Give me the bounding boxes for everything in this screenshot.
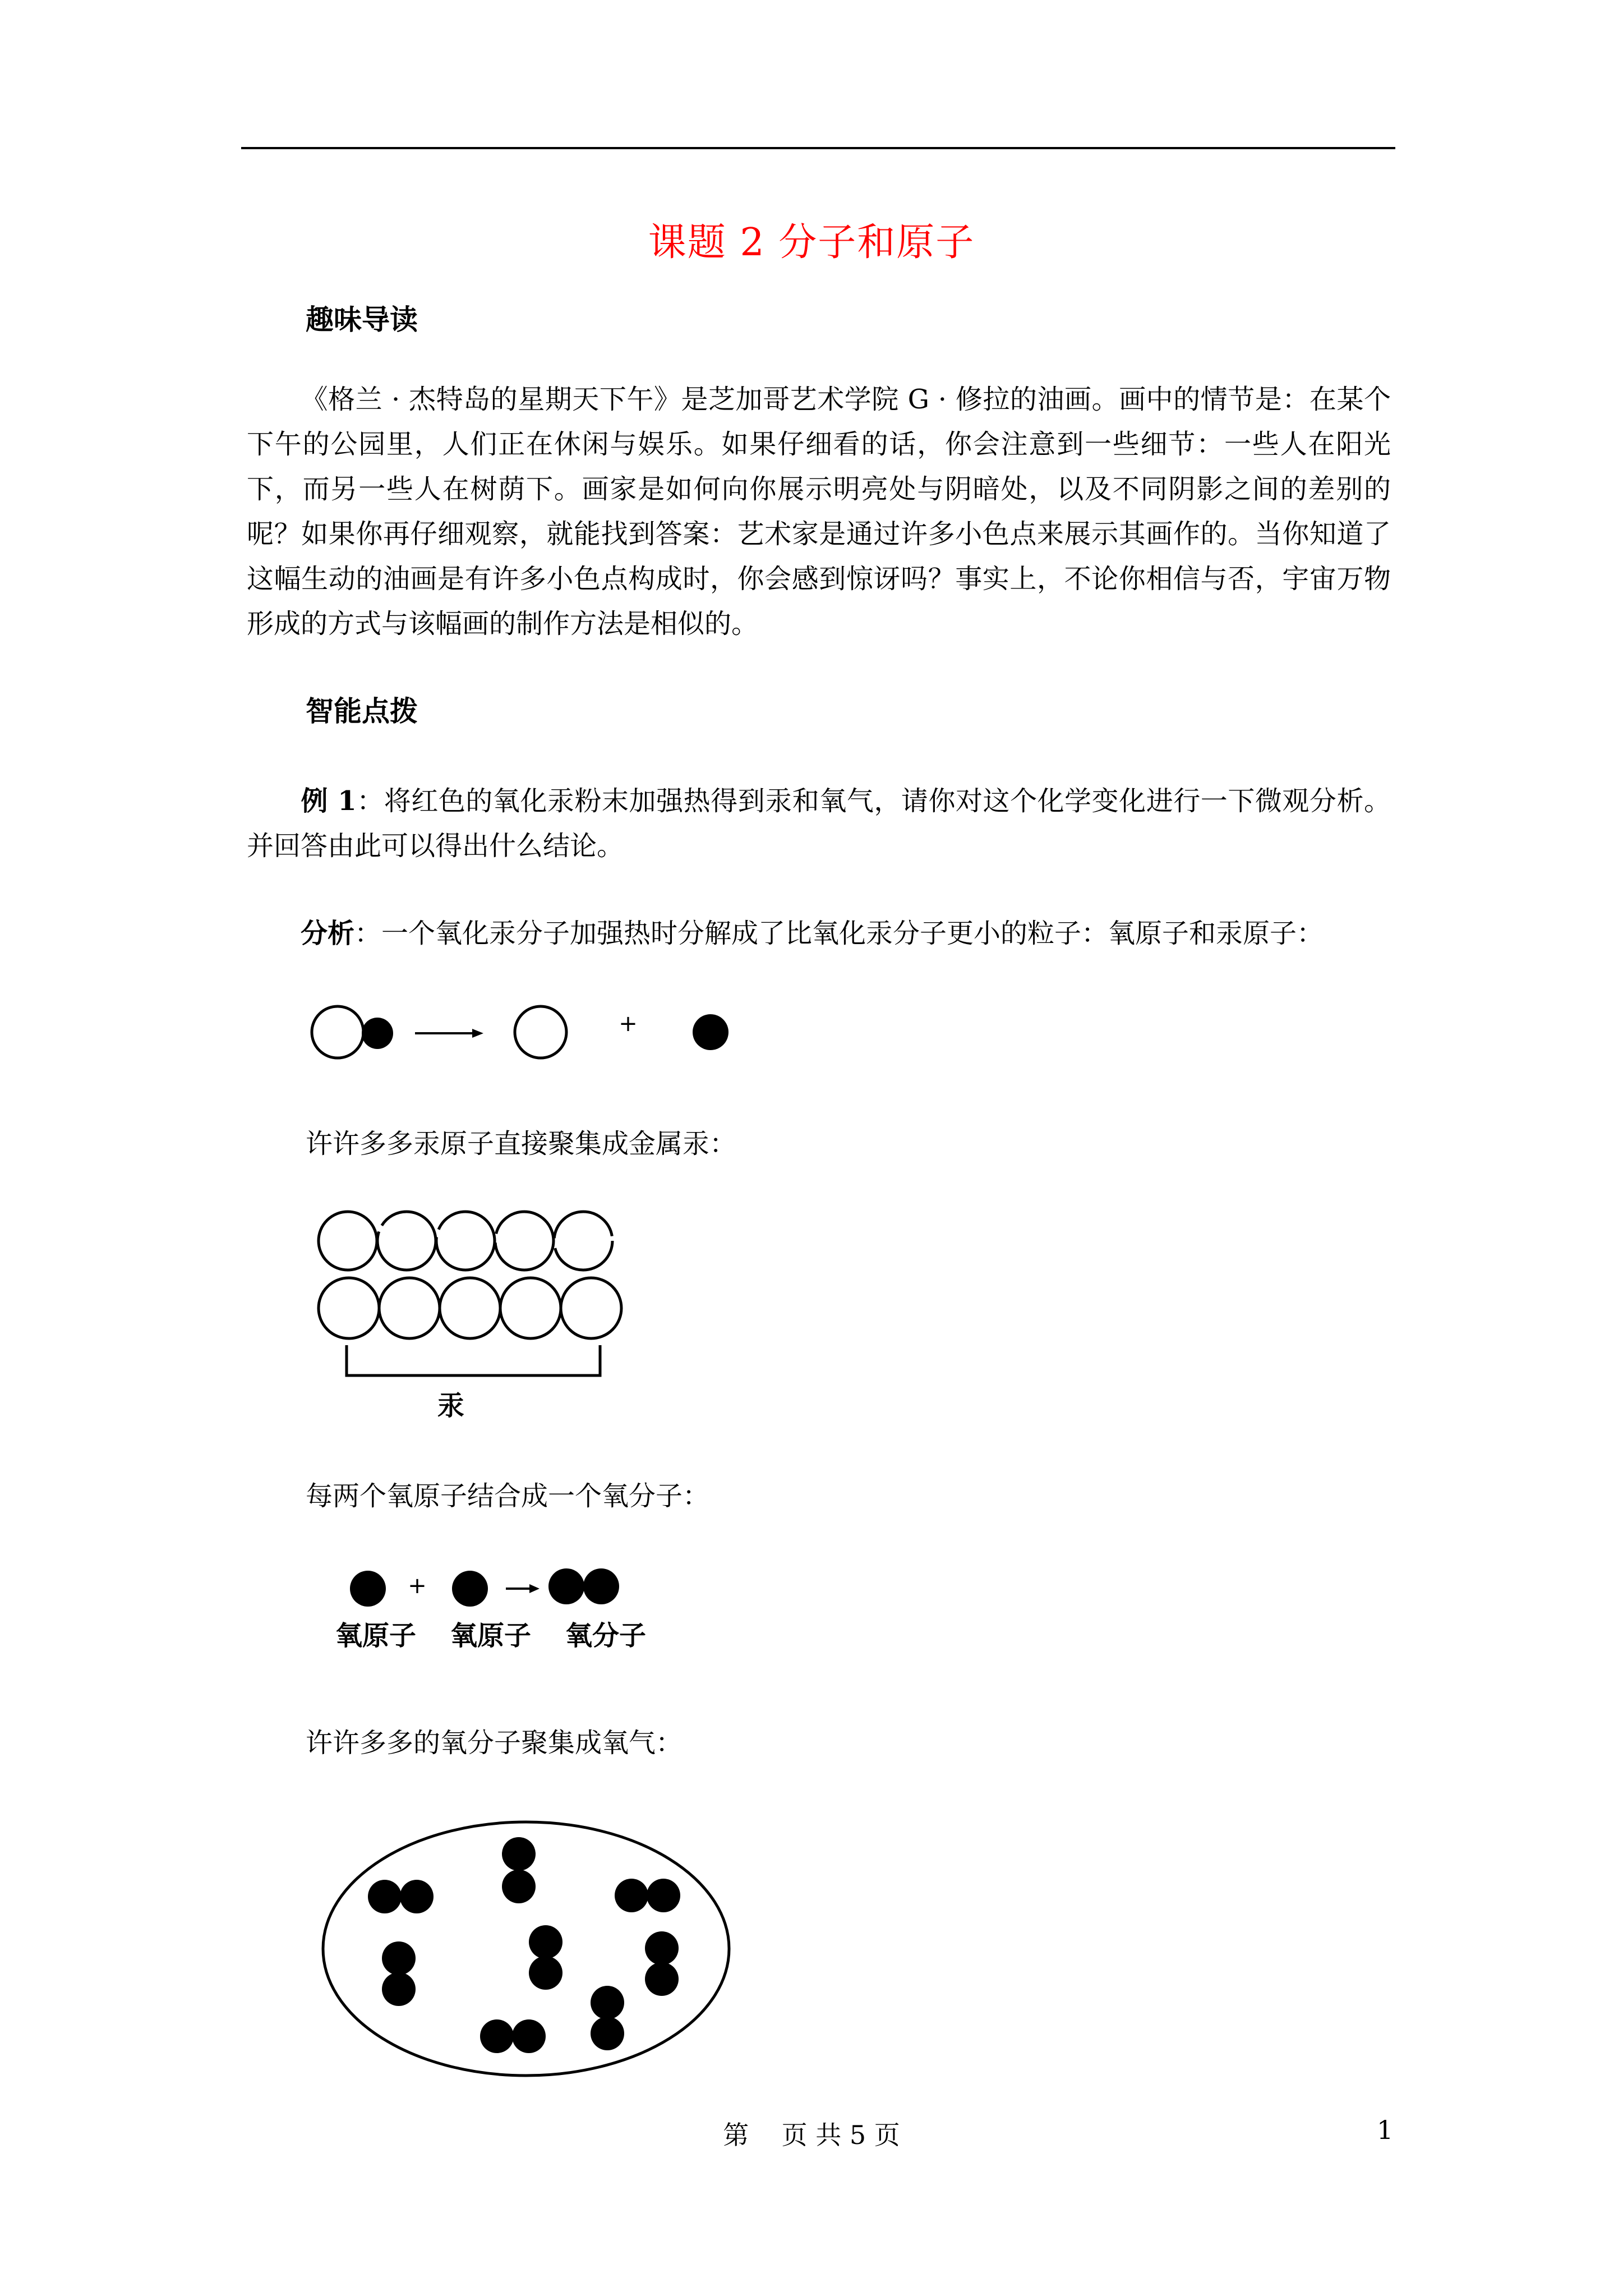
oxygen-atom — [529, 1956, 562, 1990]
mercury-atom-in-molecule — [362, 1018, 393, 1049]
oxygen-atom — [548, 1568, 584, 1604]
mercury-atom — [319, 1212, 377, 1270]
oxygen-atom — [615, 1879, 648, 1912]
example-paragraph — [247, 779, 1391, 868]
mercury-atoms-row-2 — [319, 1278, 621, 1338]
mercury-atom — [554, 1212, 612, 1270]
oxygen-atom — [502, 1837, 536, 1871]
example-label: 例 1 — [301, 785, 357, 817]
reaction-arrow-head — [529, 1584, 540, 1593]
oxygen-atom — [480, 2019, 514, 2053]
oxygen-atom — [512, 2019, 546, 2053]
oxygen-atom — [591, 2017, 624, 2050]
oxygen-atom-label-2: 氧原子 — [450, 1620, 532, 1651]
oxygen-molecule-diagram — [325, 1559, 684, 1655]
oxygen-atom-in-molecule — [312, 1006, 363, 1058]
reaction-arrow-head — [472, 1029, 483, 1038]
intro-paragraph-text: 《格兰 · 杰特岛的星期天下午》是芝加哥艺术学院 G · 修拉的油画。画中的情节是：在某个下午的公园里，人们正在休闲与娱乐。如果仔细看的话，你会注意到一些细节：一些人在阳光下，而另一些人在树荫下。画家是如何向你展示明亮处与阴暗处，以及不同阴影之间的差别的呢？如果你再仔细观察，就能找到答案：艺术家是通过许多小色点来展示其画作的。当你知道了这幅生动的油画是有许多小色点构成时，你会感到惊讶吗？事实上，不论你相信与否，宇宙万物形成的方式与该幅画的制作方法是相似的。 — [247, 384, 1391, 639]
oxygen-molecule-label: 氧分子 — [565, 1620, 647, 1651]
intro-paragraph — [247, 377, 1391, 646]
mercury-atom — [500, 1278, 561, 1338]
oxygen-atom — [583, 1568, 619, 1604]
mercury-atom — [561, 1278, 621, 1338]
oxygen-molecules — [368, 1837, 680, 2053]
mercury-label: 汞 — [437, 1390, 465, 1421]
oxygen-atom — [591, 1986, 624, 2019]
oxygen-atom — [529, 1925, 562, 1959]
mercury-atom — [495, 1212, 554, 1270]
mercury-atom — [693, 1014, 728, 1050]
oxygen-gas-diagram — [314, 1818, 740, 2087]
section-heading-fun-reading: 趣味导读 — [306, 303, 418, 336]
bracket — [347, 1345, 600, 1375]
plus-sign: + — [408, 1573, 427, 1599]
oxygen-atom — [645, 1962, 679, 1996]
caption-oxygen-gas: 许许多多的氧分子聚集成氧气： — [306, 1727, 683, 1759]
analysis-label: 分析 — [301, 918, 355, 949]
oxygen-atom — [515, 1006, 566, 1058]
oxygen-atom — [350, 1571, 386, 1607]
mercury-atom — [377, 1212, 436, 1270]
oxygen-atom — [647, 1879, 680, 1912]
page-title: 课题 2 分子和原子 — [648, 220, 975, 265]
mercury-atom — [319, 1278, 379, 1338]
plus-sign: + — [619, 1011, 638, 1037]
oxygen-atom — [382, 1941, 416, 1975]
header-rule — [241, 147, 1395, 149]
footer-page-number: 1 — [1377, 2115, 1394, 2145]
analysis-text: ：一个氧化汞分子加强热时分解成了比氧化汞分子更小的粒子：氧原子和汞原子： — [354, 918, 1324, 949]
example-text: ：将红色的氧化汞粉末加强热得到汞和氧气，请你对这个化学变化进行一下微观分析。并回答由此可以得出什么结论。 — [247, 785, 1391, 862]
caption-mercury: 许许多多汞原子直接聚集成金属汞： — [306, 1128, 737, 1159]
mercury-atom — [440, 1278, 500, 1338]
mercury-atom — [436, 1212, 495, 1270]
mercury-atom — [379, 1278, 440, 1338]
decomposition-diagram — [303, 999, 751, 1077]
oxygen-atom — [502, 1870, 536, 1903]
oxygen-atom — [645, 1931, 679, 1965]
mercury-atoms-row-1 — [319, 1212, 612, 1270]
analysis-paragraph — [247, 911, 1391, 956]
oxygen-atom-label-1: 氧原子 — [335, 1620, 417, 1651]
oxygen-atom — [400, 1880, 434, 1913]
oxygen-atom — [452, 1571, 488, 1607]
oxygen-atom — [382, 1972, 416, 2006]
section-heading-tips: 智能点拨 — [306, 694, 418, 728]
footer-page-info: 第 页 共 5 页 — [723, 2120, 900, 2150]
oxygen-atom — [368, 1880, 402, 1913]
caption-oxygen-molecule: 每两个氧原子结合成一个氧分子： — [306, 1480, 710, 1512]
mercury-metal-diagram — [314, 1200, 639, 1436]
